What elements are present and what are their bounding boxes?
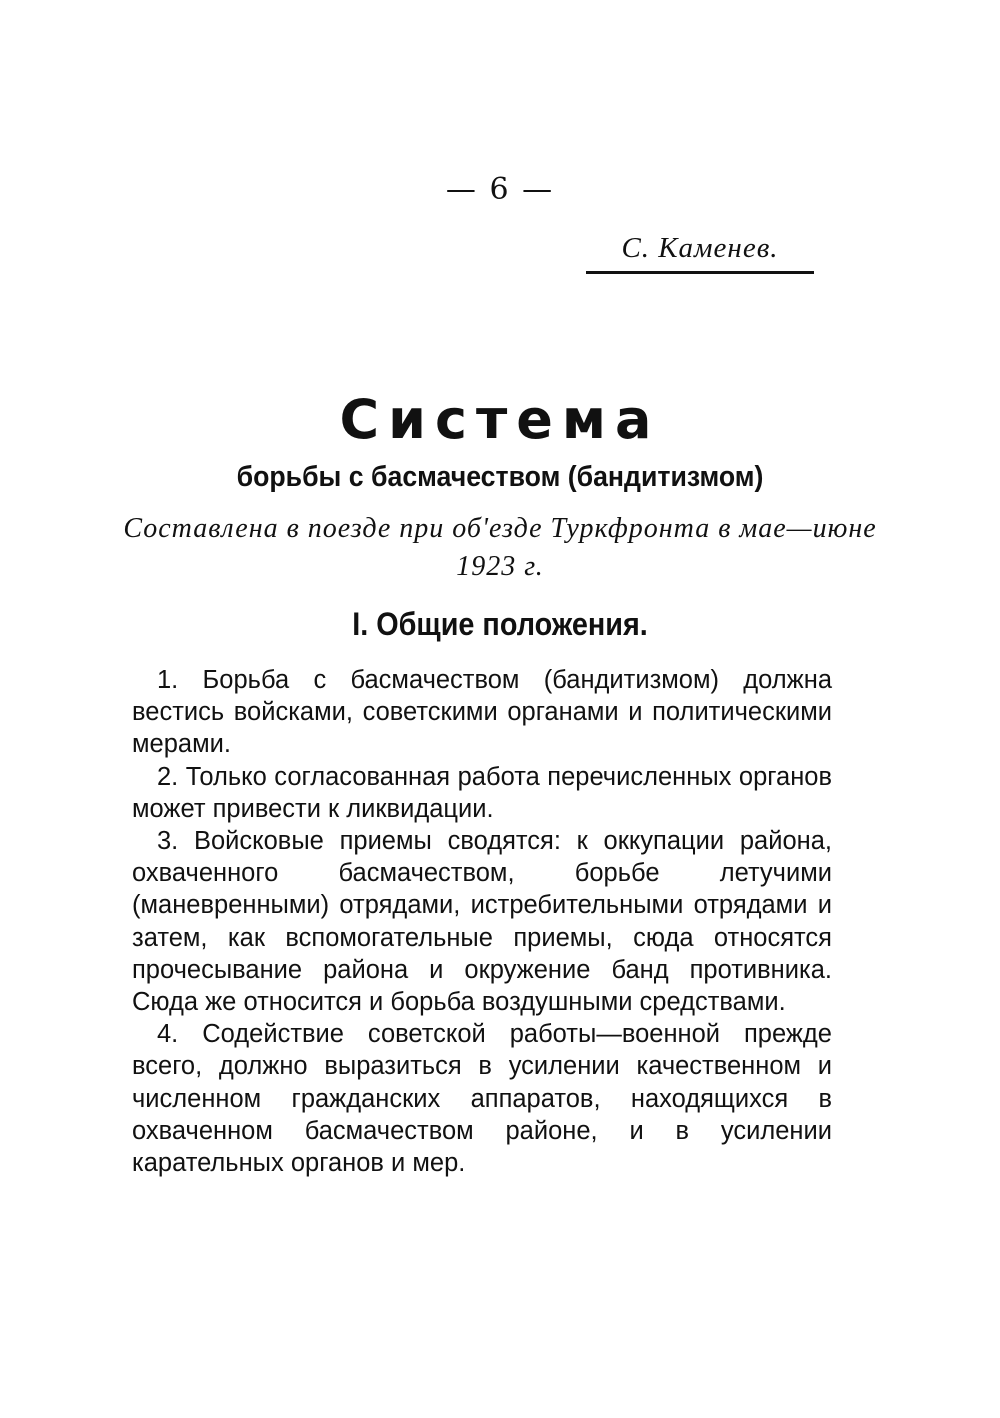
paragraph-4: 4. Содействие советской работы—военной прежде всего, должно выразиться в усилении качественном и численном гражданских аппаратов, находящихся в охваченном басмачеством районе, и в усилении карательных органов и мер.	[132, 1020, 832, 1178]
paragraph-3: 3. Войсковые приемы сводятся: к оккупации района, охваченного басмачеством, борьбе летучими (маневренными) отрядами, истребительными отрядами и затем, как вспомогательные приемы, сюда относятся прочесывание района и окружение банд противника. Сюда же относится и борьба воздушными средствами.	[132, 827, 832, 1017]
page-number: — 6 —	[445, 172, 555, 207]
section-heading: I. Общие положения.	[352, 606, 648, 642]
document-title: Система	[339, 388, 661, 451]
paragraph-2: 2. Только согласованная работа перечисленных органов может привести к ликвидации.	[132, 762, 832, 823]
paragraph-1: 1. Борьба с басмачеством (бандитизмом) должна вестись войсками, советскими органами и политическими мерами.	[132, 666, 832, 759]
body-text	[132, 664, 832, 1179]
document-subtitle: борьбы с басмачеством (бандитизмом)	[236, 461, 764, 493]
composition-note: Составлена в поезде при об'езде Туркфронта в мае—июне 1923 г.	[123, 513, 877, 582]
author-signature: С. Каменев.	[586, 232, 814, 274]
